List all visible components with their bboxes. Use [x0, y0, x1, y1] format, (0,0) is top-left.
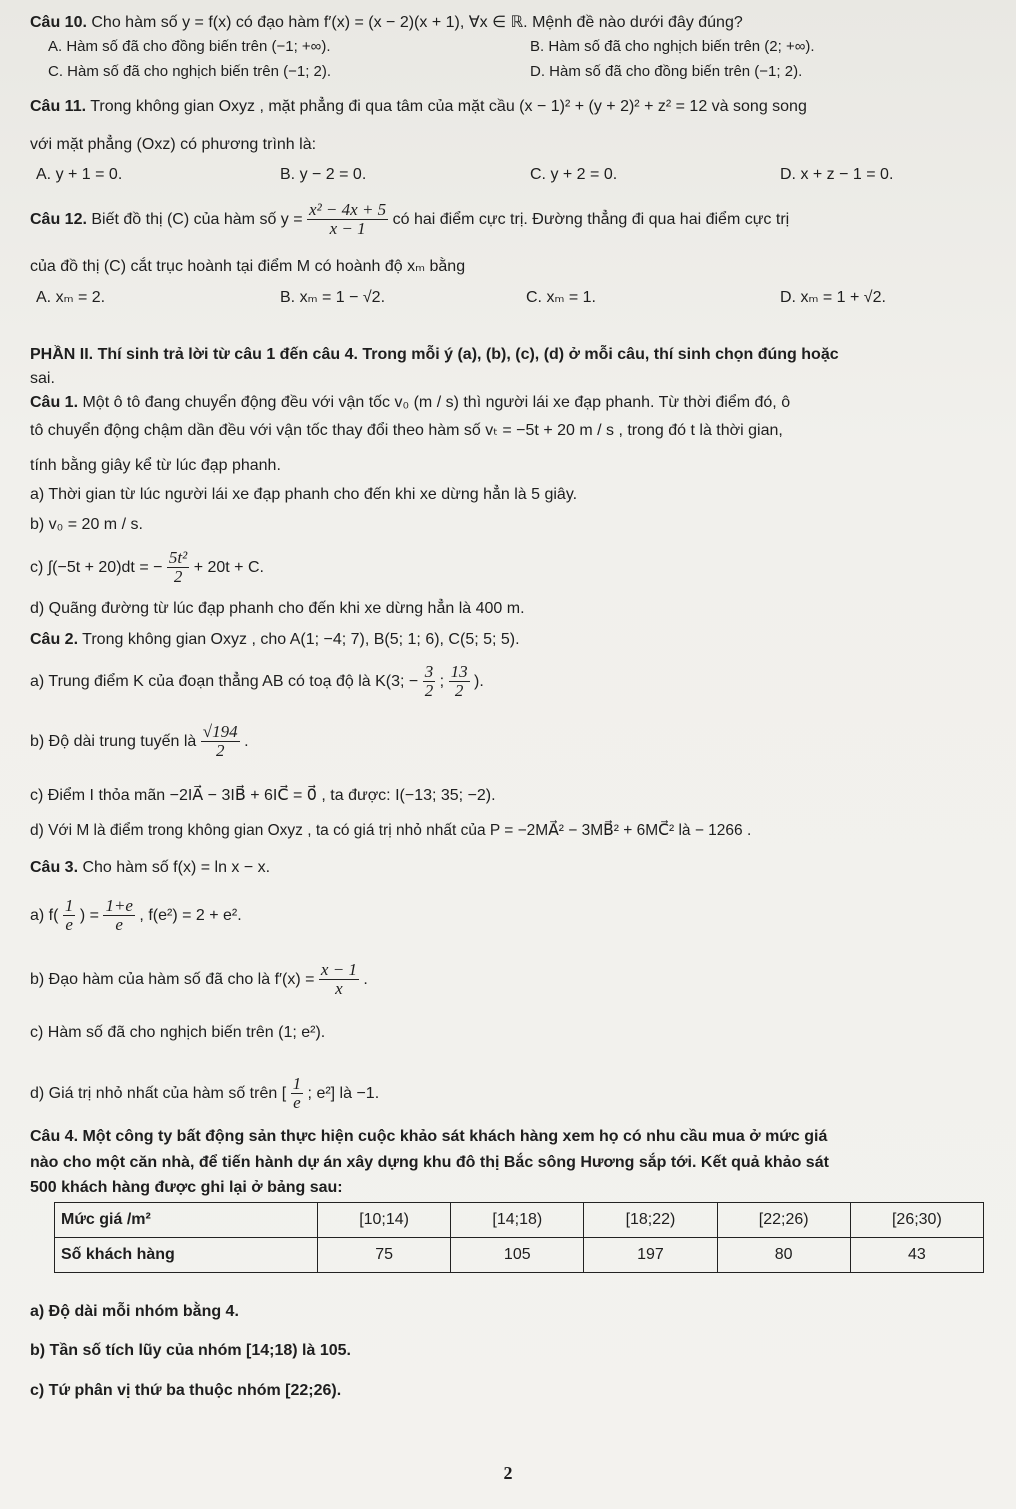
- p1-item-a: a) Thời gian từ lúc người lái xe đạp phanh cho đến khi xe dừng hẳn là 5 giây.: [30, 486, 578, 503]
- p4-item-a: a) Độ dài mỗi nhóm bằng 4.: [30, 1303, 239, 1320]
- q11-title: Câu 11.: [30, 98, 87, 115]
- p1-line-2: tô chuyển động chậm dần đều với vận tốc thay đổi theo hàm số vₜ = −5t + 20 m / s , trong đó t là thời gian,: [30, 422, 783, 439]
- p3-item-a-num-2: 1+e: [105, 896, 133, 916]
- p3-item-a-mid: ) =: [79, 907, 99, 924]
- p2-item-b-fraction: [201, 723, 240, 760]
- table-cell-count: 105: [451, 1238, 584, 1273]
- q10-option-a: A. Hàm số đã cho đồng biến trên (−1; +∞).: [48, 38, 331, 55]
- q11-text: Trong không gian Oxyz , mặt phẳng đi qua tâm của mặt cầu (x − 1)² + (y + 2)² + z² = 12 và song song: [90, 98, 807, 115]
- p3-item-a: [30, 894, 996, 938]
- q11-option-b: B. y − 2 = 0.: [280, 166, 367, 183]
- p3-item-a-pre: a) f(: [30, 907, 59, 924]
- p3-item-a-den-1: e: [65, 915, 73, 935]
- p3-item-d: [30, 1072, 996, 1116]
- p1-item-c-pre: c) ∫(−5t + 20)dt = −: [30, 559, 163, 576]
- p3-item-c: c) Hàm số đã cho nghịch biến trên (1; e²).: [30, 1024, 326, 1041]
- q12-stem: [30, 200, 996, 240]
- q11-option-a: A. y + 1 = 0.: [36, 166, 123, 183]
- p2-item-a-den-2: 2: [454, 681, 464, 701]
- p2-item-b-numerator: √194: [202, 722, 238, 742]
- p2-item-b-post: .: [244, 733, 249, 750]
- p1-item-c-denominator: 2: [173, 567, 183, 587]
- q12-option-d: D. xₘ = 1 + √2.: [780, 289, 886, 306]
- p3-title: Câu 3.: [30, 859, 79, 876]
- q12-fraction-numerator: x² − 4x + 5: [309, 200, 387, 220]
- survey-table: [54, 1202, 984, 1273]
- p1-item-b: b) v₀ = 20 m / s.: [30, 516, 143, 533]
- q10-text: Cho hàm số y = f(x) có đạo hàm f′(x) = (x − 2)(x + 1), ∀x ∈ ℝ. Mệnh đề nào dưới đây đúng?: [91, 14, 743, 31]
- p2-item-b-pre: b) Độ dài trung tuyến là: [30, 733, 197, 750]
- table-cell-count: 43: [850, 1238, 983, 1273]
- p2-item-a-fraction-1: [423, 663, 436, 700]
- p4-line-3: 500 khách hàng được ghi lại ở bảng sau:: [30, 1179, 343, 1196]
- p1-title: Câu 1.: [30, 394, 79, 411]
- table-cell-count: 75: [318, 1238, 451, 1273]
- p2-item-a: [30, 660, 996, 704]
- p2-item-d: d) Với M là điểm trong không gian Oxyz , ta có giá trị nhỏ nhất của P = −2MA⃗² − 3MB⃗² + 6MC⃗² là − 1266 .: [30, 822, 752, 839]
- q12-title: Câu 12.: [30, 211, 87, 228]
- p3-item-d-pre: d) Giá trị nhỏ nhất của hàm số trên [: [30, 1085, 287, 1102]
- p2-item-b-denominator: 2: [215, 741, 225, 761]
- page-number: 2: [503, 1463, 513, 1483]
- p2-text: Trong không gian Oxyz , cho A(1; −4; 7), B(5; 1; 6), C(5; 5; 5).: [82, 631, 520, 648]
- p1-stem: [30, 392, 996, 414]
- table-cell-group: [26;30): [850, 1203, 983, 1238]
- p3-item-a-post: , f(e²) = 2 + e².: [139, 907, 242, 924]
- p3-item-b-numerator: x − 1: [320, 960, 357, 980]
- p3-item-d-denominator: e: [293, 1093, 301, 1113]
- p3-item-d-fraction: [291, 1075, 304, 1112]
- part2-heading: PHẦN II. Thí sinh trả lời từ câu 1 đến câu 4. Trong mỗi ý (a), (b), (c), (d) ở mỗi câu, thí sinh chọn đúng hoặc: [30, 346, 839, 363]
- table-cell-group: [22;26): [717, 1203, 850, 1238]
- p3-item-a-fraction-1: [63, 897, 76, 934]
- p1-line-1: Một ô tô đang chuyển động đều với vận tốc v₀ (m / s) thì người lái xe đạp phanh. Từ thời điểm đó, ô: [82, 394, 791, 411]
- q11-stem: [30, 96, 996, 118]
- q12-fraction: [307, 201, 388, 238]
- q12-fraction-denominator: x − 1: [329, 219, 366, 239]
- table-row: [55, 1238, 984, 1273]
- p3-item-a-num-1: 1: [64, 896, 74, 916]
- p2-stem: [30, 629, 996, 651]
- p3-item-b-fraction: [319, 961, 359, 998]
- q10-stem: [30, 12, 996, 34]
- q10-option-c: C. Hàm số đã cho nghịch biến trên (−1; 2).: [48, 63, 332, 80]
- p3-item-b-post: .: [363, 971, 368, 988]
- q11-option-d: D. x + z − 1 = 0.: [780, 166, 894, 183]
- p1-item-c-fraction: [167, 549, 189, 586]
- q12-option-c: C. xₘ = 1.: [526, 289, 596, 306]
- p4-line-1: Một công ty bất động sản thực hiện cuộc khảo sát khách hàng xem họ có nhu cầu mua ở mức giá: [82, 1128, 828, 1145]
- p2-item-a-num-1: 3: [424, 662, 434, 682]
- p4-item-b: b) Tần số tích lũy của nhóm [14;18) là 105.: [30, 1342, 351, 1359]
- table-row-header-price: Mức giá /m²: [55, 1203, 318, 1238]
- p4-title: Câu 4.: [30, 1128, 79, 1145]
- table-row-header-customers: Số khách hàng: [55, 1238, 318, 1273]
- p2-item-a-den-1: 2: [424, 681, 434, 701]
- part2-heading-2: sai.: [30, 370, 55, 387]
- p3-text: Cho hàm số f(x) = ln x − x.: [82, 859, 271, 876]
- p4-line-2: nào cho một căn nhà, để tiến hành dự án xây dựng khu đô thị Bắc sông Hương sắp tới. Kết quả khảo sát: [30, 1154, 829, 1171]
- p3-stem: [30, 857, 996, 879]
- p2-item-a-pre: a) Trung điểm K của đoạn thẳng AB có toạ độ là K(3; −: [30, 673, 419, 690]
- table-cell-count: 197: [584, 1238, 717, 1273]
- q10-option-b: B. Hàm số đã cho nghịch biến trên (2; +∞).: [530, 38, 815, 55]
- q12-text-pre: Biết đồ thị (C) của hàm số y =: [91, 211, 303, 228]
- q10-title: Câu 10.: [30, 14, 87, 31]
- table-cell-count: 80: [717, 1238, 850, 1273]
- q11-option-c: C. y + 2 = 0.: [530, 166, 618, 183]
- table-cell-group: [18;22): [584, 1203, 717, 1238]
- p2-item-a-mid: ;: [439, 673, 445, 690]
- p2-title: Câu 2.: [30, 631, 79, 648]
- q11-stem-2: với mặt phẳng (Oxz) có phương trình là:: [30, 136, 317, 153]
- p4-stem: [30, 1126, 996, 1148]
- p1-item-c-numerator: 5t²: [168, 548, 188, 568]
- p3-item-b-pre: b) Đạo hàm của hàm số đã cho là f′(x) =: [30, 971, 315, 988]
- p3-item-a-den-2: e: [115, 915, 123, 935]
- p3-item-d-post: ; e²] là −1.: [307, 1085, 380, 1102]
- p1-item-c-post: + 20t + C.: [193, 559, 264, 576]
- table-row: [55, 1203, 984, 1238]
- q12-text-post: có hai điểm cực trị. Đường thẳng đi qua hai điểm cực trị: [392, 211, 790, 228]
- p3-item-d-numerator: 1: [292, 1074, 302, 1094]
- q12-stem-2: của đồ thị (C) cắt trục hoành tại điểm M có hoành độ xₘ bằng: [30, 258, 466, 275]
- p1-line-3: tính bằng giây kể từ lúc đạp phanh.: [30, 457, 281, 474]
- p1-item-c: [30, 548, 996, 588]
- p4-item-c: c) Tứ phân vị thứ ba thuộc nhóm [22;26).: [30, 1382, 342, 1399]
- p2-item-a-post: ).: [474, 673, 484, 690]
- q10-option-d: D. Hàm số đã cho đồng biến trên (−1; 2).: [530, 63, 803, 80]
- table-cell-group: [10;14): [318, 1203, 451, 1238]
- q12-option-a: A. xₘ = 2.: [36, 289, 106, 306]
- p3-item-b-denominator: x: [335, 979, 343, 999]
- p2-item-a-fraction-2: [449, 663, 470, 700]
- p2-item-a-num-2: 13: [450, 662, 468, 682]
- p1-item-d: d) Quãng đường từ lúc đạp phanh cho đến khi xe dừng hẳn là 400 m.: [30, 600, 525, 617]
- p3-item-a-fraction-2: [103, 897, 135, 934]
- p2-item-c: c) Điểm I thỏa mãn −2IA⃗ − 3IB⃗ + 6IC⃗ = 0⃗ , ta được: I(−13; 35; −2).: [30, 787, 496, 804]
- q12-option-b: B. xₘ = 1 − √2.: [280, 289, 386, 306]
- p2-item-b: [30, 720, 996, 764]
- p3-item-b: [30, 958, 996, 1002]
- table-cell-group: [14;18): [451, 1203, 584, 1238]
